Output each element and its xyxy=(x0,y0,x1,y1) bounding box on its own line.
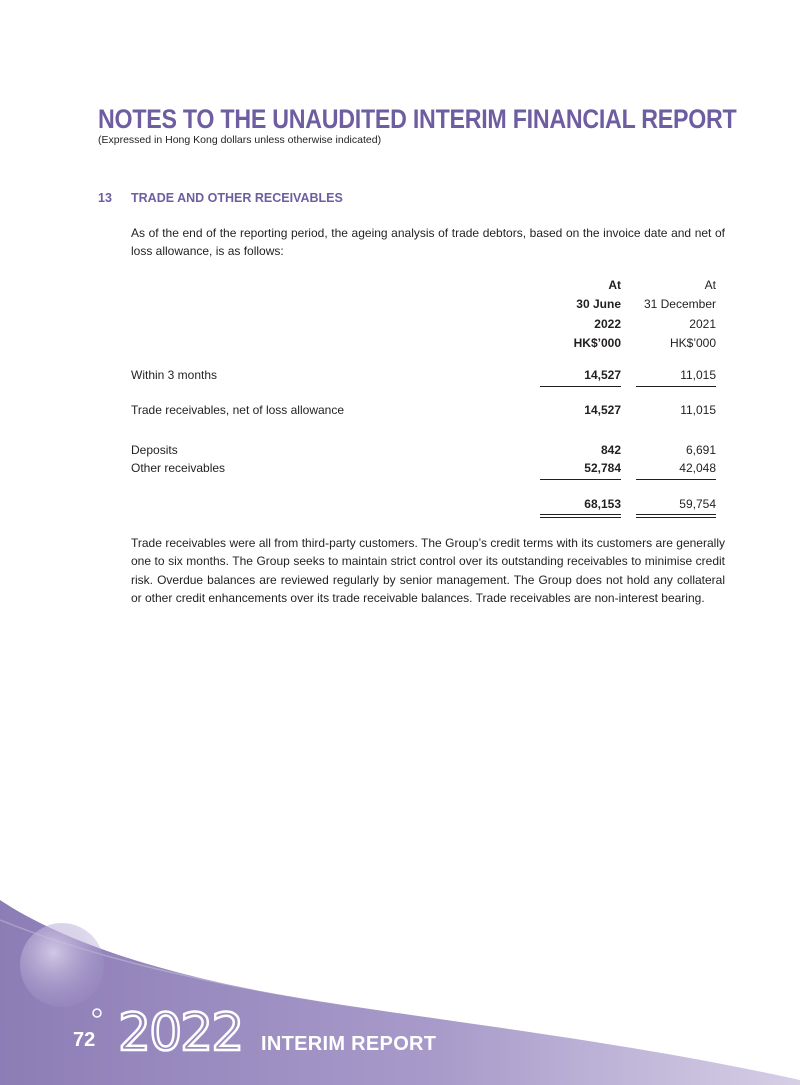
total-2022: 68,153 xyxy=(584,497,621,511)
table-cell-2021: 11,015 xyxy=(680,403,716,417)
column-header-2022-line2: 30 June xyxy=(576,297,621,311)
table-cell-2021: 42,048 xyxy=(679,461,716,475)
intro-paragraph: As of the end of the reporting period, the ageing analysis of trade debtors, based on the invoice date and net of loss allowance, is as follows: xyxy=(131,226,725,258)
section-title: TRADE AND OTHER RECEIVABLES xyxy=(131,191,343,205)
subtotal-rule xyxy=(540,479,621,480)
column-header-2021-line4: HK$’000 xyxy=(669,336,716,350)
total-2021: 59,754 xyxy=(679,497,716,511)
column-header-2021-line2: 31 December xyxy=(643,297,716,311)
notes-paragraph: Trade receivables were all from third-party customers. The Group’s credit terms with its customers are generally one to six months. The Group seeks to maintain strict control over its outstanding receivables to minimise credit risk. Overdue balances are reviewed regularly by senior management. The Group does not hold any collateral or other credit enhancements over its trade receivable balances. Trade receivables are non-interest bearing. xyxy=(131,536,725,606)
report-year: 2022 xyxy=(118,1003,243,1063)
table-row-label: Within 3 months xyxy=(131,368,218,382)
page-subtitle: (Expressed in Hong Kong dollars unless otherwise indicated) xyxy=(98,134,382,146)
report-label: INTERIM REPORT xyxy=(261,1033,437,1055)
subtotal-rule xyxy=(636,479,716,480)
table-cell-2022: 842 xyxy=(600,443,621,457)
column-header-2021-line1: At xyxy=(704,278,716,292)
table-cell-2021: 11,015 xyxy=(680,368,716,382)
column-header-2022-line1: At xyxy=(608,278,621,292)
table-cell-2021: 6,691 xyxy=(685,443,716,457)
table-cell-2022: 52,784 xyxy=(584,461,621,475)
table-cell-2022: 14,527 xyxy=(584,368,621,382)
table-row-label: Deposits xyxy=(131,443,178,457)
table-row-label: Other receivables xyxy=(131,461,226,475)
moon-decoration xyxy=(20,923,104,1007)
total-double-rule xyxy=(636,514,716,518)
total-double-rule xyxy=(540,514,621,518)
table-row-label: Trade receivables, net of loss allowance xyxy=(131,403,344,417)
column-header-2021-line3: 2021 xyxy=(689,317,716,331)
column-header-2022-line3: 2022 xyxy=(594,317,621,331)
subtotal-rule xyxy=(636,386,716,387)
page-number: 72 xyxy=(73,1029,96,1051)
section-number: 13 xyxy=(98,191,112,205)
subtotal-rule xyxy=(540,386,621,387)
page-title: NOTES TO THE UNAUDITED INTERIM FINANCIAL REPORT xyxy=(98,104,737,134)
column-header-2022-line4: HK$’000 xyxy=(573,336,621,350)
table-cell-2022: 14,527 xyxy=(584,403,621,417)
